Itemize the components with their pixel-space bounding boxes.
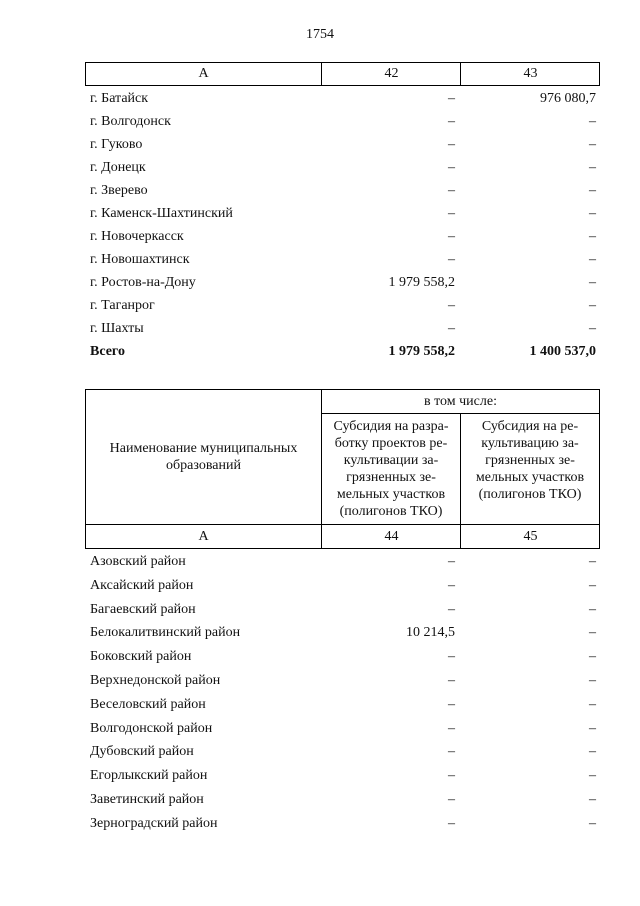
table2-header-col-45: 45: [460, 525, 600, 549]
table1-row: [90, 110, 600, 133]
row-name: Дубовский район: [90, 744, 194, 760]
table1-row: [90, 133, 600, 156]
row-value-44: –: [448, 744, 455, 760]
row-value-45: –: [589, 791, 596, 807]
table1-header-col-a: А: [198, 66, 209, 81]
table2-row: [90, 740, 600, 764]
table2-header-numbering-row: [86, 524, 599, 549]
row-value-44: –: [448, 720, 455, 736]
row-value-42: –: [448, 321, 455, 336]
row-name: Егорлыкский район: [90, 768, 208, 784]
row-value-44: –: [448, 696, 455, 712]
row-value-45: –: [589, 815, 596, 831]
table2-row: [90, 598, 600, 622]
row-value-44: –: [448, 791, 455, 807]
table1-header-col-42: 42: [321, 63, 461, 85]
row-value-45: –: [589, 720, 596, 736]
table1-total-row: [90, 340, 600, 363]
row-value-45: –: [589, 672, 596, 688]
total-value-42: 1 979 558,2: [388, 344, 455, 359]
row-value-43: 976 080,7: [540, 91, 596, 106]
row-value-44: –: [448, 815, 455, 831]
row-value-42: 1 979 558,2: [388, 275, 455, 290]
row-value-43: –: [589, 229, 596, 244]
page-number: 1754: [306, 27, 334, 42]
row-value-43: –: [589, 206, 596, 221]
table1-row: [90, 294, 600, 317]
row-value-42: –: [448, 137, 455, 152]
row-value-45: –: [589, 649, 596, 665]
row-value-42: –: [448, 160, 455, 175]
row-name: г. Гуково: [90, 137, 143, 152]
row-name: Боковский район: [90, 649, 192, 665]
row-name: Верхнедонской район: [90, 672, 221, 688]
table2-row: [90, 812, 600, 836]
row-value-44: –: [448, 601, 455, 617]
table2-row: [90, 621, 600, 645]
row-name: г. Ростов-на-Дону: [90, 275, 196, 290]
table2-header-col-44: 44: [321, 525, 461, 549]
row-name: г. Таганрог: [90, 298, 155, 313]
table1-row: [90, 317, 600, 340]
table2-header-group: в том числе:: [321, 390, 599, 414]
row-name: г. Зверево: [90, 183, 148, 198]
row-name: Зерноградский район: [90, 815, 218, 831]
table2-row: [90, 669, 600, 693]
table1-body: [90, 87, 600, 363]
row-value-44: –: [448, 672, 455, 688]
row-name: Волгодонской район: [90, 720, 213, 736]
row-name: Белокалитвинский район: [90, 625, 241, 641]
row-value-42: –: [448, 114, 455, 129]
table1-row: [90, 225, 600, 248]
row-value-42: –: [448, 229, 455, 244]
row-name: Веселовский район: [90, 696, 206, 712]
row-value-44: –: [448, 554, 455, 569]
row-name: г. Донецк: [90, 160, 146, 175]
row-name: г. Каменск-Шахтинский: [90, 206, 233, 221]
table2-header-subsidy-recultivation: Субсидия на ре-культивацию за-грязненных зе-мельных участков (полигонов ТКО): [460, 414, 599, 524]
row-value-43: –: [589, 183, 596, 198]
table2-row: [90, 693, 600, 717]
row-value-45: –: [589, 696, 596, 712]
row-name: г. Шахты: [90, 321, 144, 336]
table2-header: [85, 389, 600, 549]
row-value-45: –: [589, 554, 596, 569]
table2-row: [90, 764, 600, 788]
row-name: Багаевский район: [90, 601, 196, 617]
row-name: г. Новочеркасск: [90, 229, 184, 244]
row-value-45: –: [589, 577, 596, 593]
total-value-43: 1 400 537,0: [529, 344, 596, 359]
row-value-45: –: [589, 768, 596, 784]
table1-row: [90, 248, 600, 271]
row-name: Аксайский район: [90, 577, 194, 593]
table1-row: [90, 156, 600, 179]
row-value-43: –: [589, 298, 596, 313]
row-name: г. Батайск: [90, 91, 149, 106]
table1-header: [85, 62, 600, 86]
row-value-43: –: [589, 275, 596, 290]
table2-row: [90, 717, 600, 741]
row-value-44: –: [448, 649, 455, 665]
row-value-44: –: [448, 768, 455, 784]
row-name: г. Волгодонск: [90, 114, 171, 129]
row-value-43: –: [589, 137, 596, 152]
row-value-44: 10 214,5: [406, 625, 455, 641]
table2-row: [90, 645, 600, 669]
row-name: Заветинский район: [90, 791, 204, 807]
table1-row: [90, 87, 600, 110]
table1-row: [90, 179, 600, 202]
row-value-42: –: [448, 206, 455, 221]
table2-body: [90, 550, 600, 836]
row-value-42: –: [448, 298, 455, 313]
table2-header-subsidy-design: Субсидия на разра-ботку проектов ре-культивации за-грязненных зе-мельных участков (полигонов ТКО): [321, 414, 460, 524]
table2-row: [90, 550, 600, 574]
row-value-42: –: [448, 183, 455, 198]
row-value-43: –: [589, 252, 596, 267]
row-value-44: –: [448, 577, 455, 593]
table2-header-name-col: Наименование муниципальных образований: [109, 441, 298, 473]
row-value-45: –: [589, 601, 596, 617]
row-value-45: –: [589, 625, 596, 641]
row-value-42: –: [448, 252, 455, 267]
row-name: Азовский район: [90, 554, 186, 569]
row-value-42: –: [448, 91, 455, 106]
table2-header-col-a: А: [198, 529, 209, 544]
total-label: Всего: [90, 344, 125, 359]
row-name: г. Новошахтинск: [90, 252, 190, 267]
row-value-43: –: [589, 321, 596, 336]
row-value-43: –: [589, 114, 596, 129]
table2-row: [90, 788, 600, 812]
row-value-43: –: [589, 160, 596, 175]
row-value-45: –: [589, 744, 596, 760]
table1-row: [90, 202, 600, 225]
table1-header-col-43: 43: [460, 63, 600, 85]
table2-row: [90, 574, 600, 598]
table1-row: [90, 271, 600, 294]
